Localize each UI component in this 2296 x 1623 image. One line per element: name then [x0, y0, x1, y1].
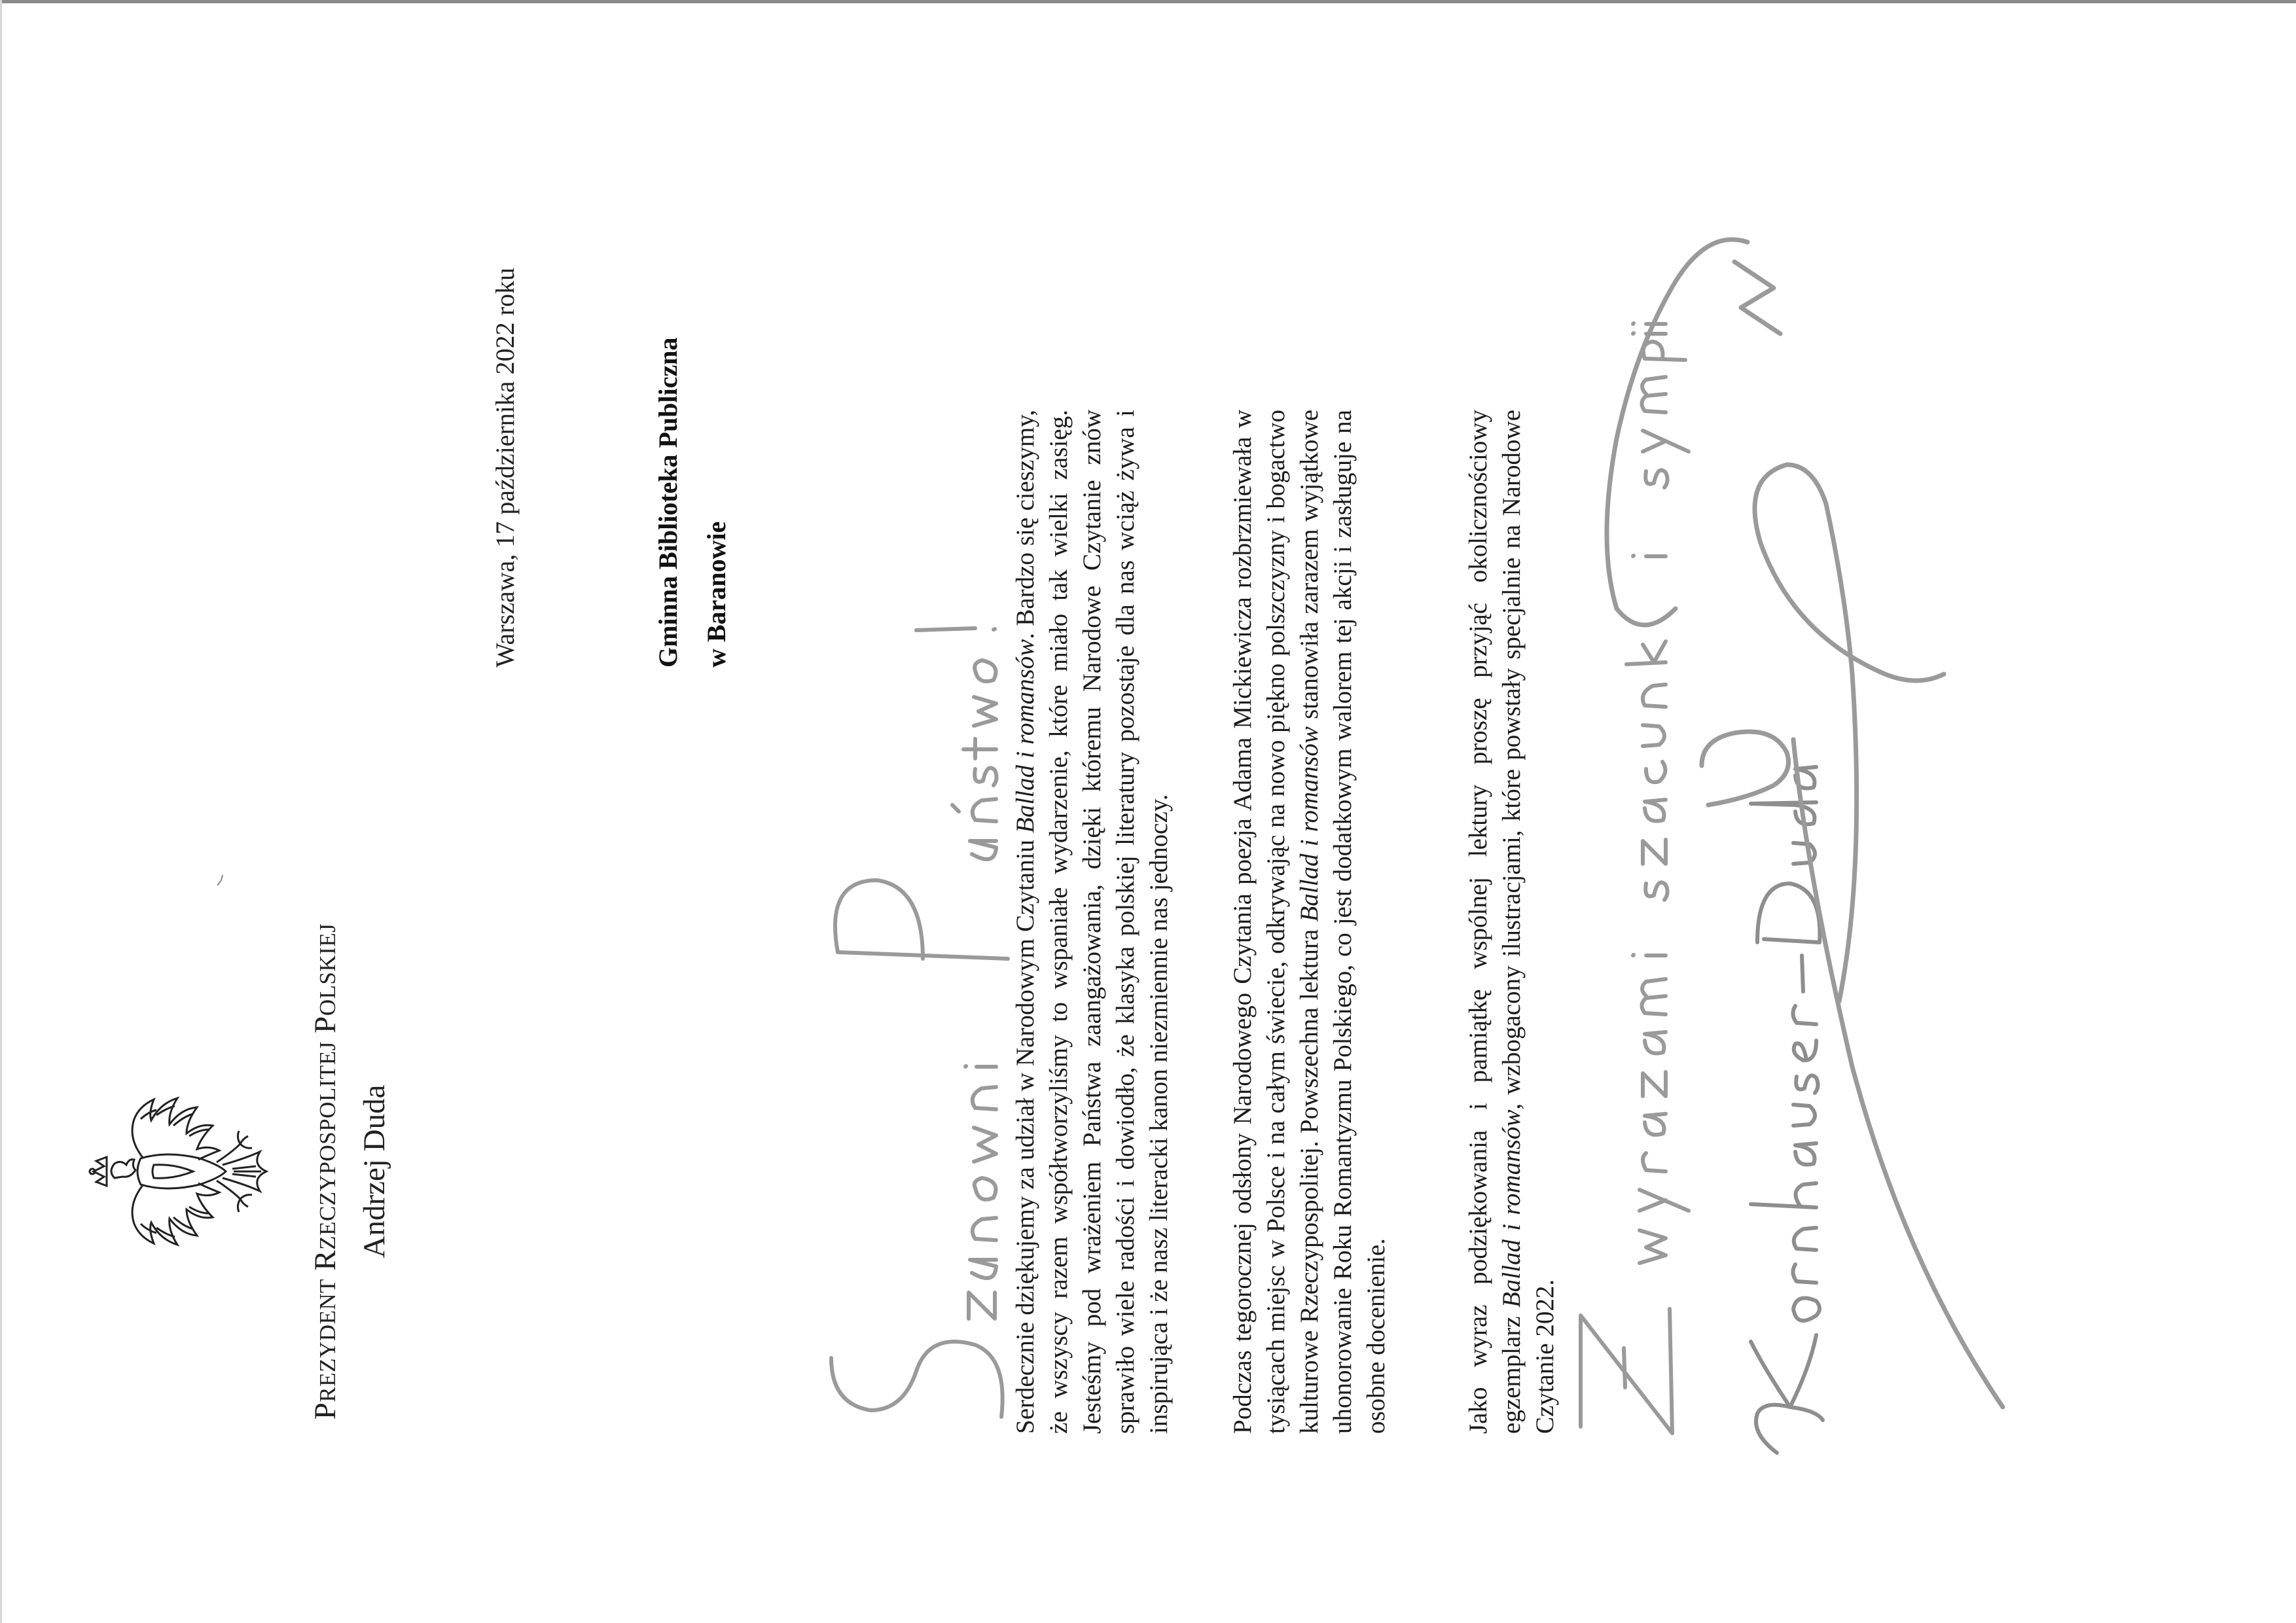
- letter-date: Warszawa, 17 października 2022 roku: [490, 268, 520, 668]
- recipient-line-2: w Baranowie: [702, 521, 731, 668]
- scan-speck-mark: [216, 874, 225, 887]
- handwritten-salutation: [818, 605, 1014, 1456]
- recipient-line-1: Gminna Biblioteka Publiczna: [653, 337, 683, 668]
- handwritten-signature-andrzej-duda: [1577, 85, 2049, 1459]
- recipient-address: [644, 79, 741, 668]
- white-eagle-emblem-icon: [88, 1073, 285, 1270]
- office-title: PREZYDENT RZECZYPOSPOLITEJ POLSKIEJ: [308, 923, 342, 1420]
- body-paragraph-1: Serdecznie dziękujemy za udział w Narodowym Czytaniu Ballad i romansów. Bardzo się cieszymy, że wszyscy razem współtworzyliśmy to wspaniałe wydarzenie, które miało tak wielki zasięg. Jesteśmy pod wrażeniem Państwa zaangażowania, dzięki któremu Narodowe Czytanie znów sprawiło wiele radości i dowiodło, że klasyka polskiej literatury pozostaje dla nas wciąż żywa i inspirująca i że nasz literacki kanon niezmiennie nas jednoczy.: [1011, 410, 1173, 1434]
- body-paragraph-3: Jako wyraz podziękowania i pamiątkę wspólnej lektury proszę przyjąć okolicznościowy egzemplarz Ballad i romansów, wzbogacony ilustracjami, które powstały specjalnie na Narodowe Czytanie 2022.: [1464, 410, 1559, 1434]
- president-name: Andrzej Duda: [357, 1084, 391, 1258]
- body-paragraph-2: Podczas tegorocznej odsłony Narodowego Czytania poezja Adama Mickiewicza rozbrzmiewała w tysiącach miejsc w Polsce i na całym świecie, odkrywając na nowo piękno polszczyzny i bogactwo kulturowe Rzeczypospolitej. Powszechna lektura Ballad i romansów stanowiła zarazem wyjątkowe uhonorowanie Roku Romantyzmu Polskiego, co jest dodatkowym walorem tej akcji i zasługuje na osobne docenienie.: [1229, 409, 1390, 1434]
